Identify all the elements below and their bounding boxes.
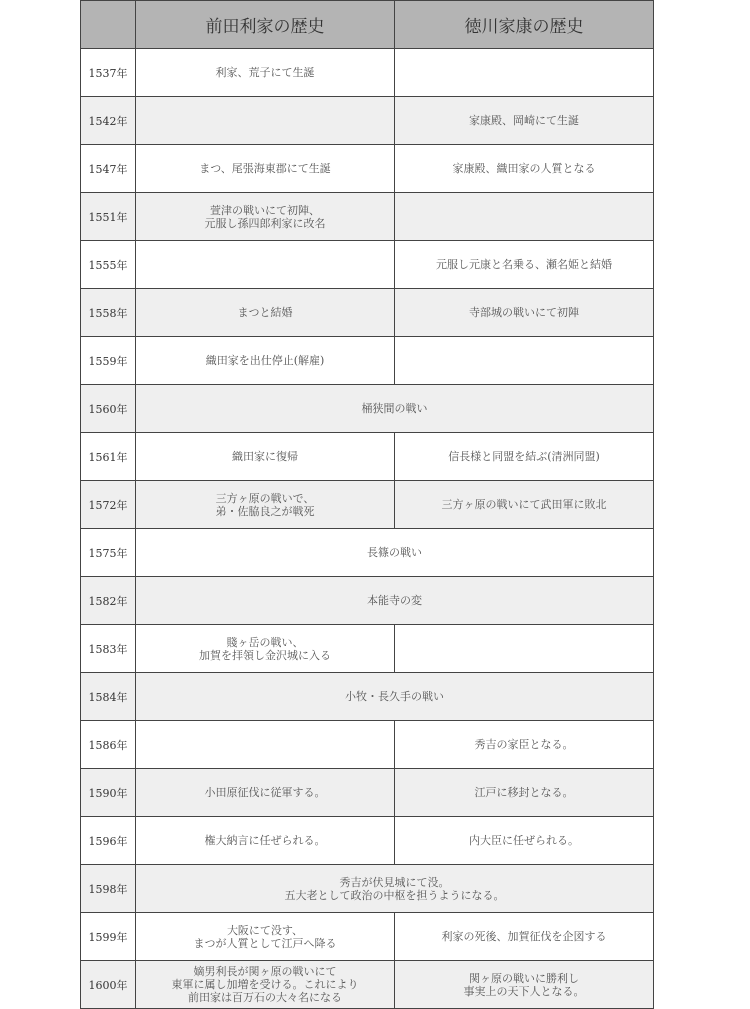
event-text-line: 前田家は百万石の大々名になる [188,991,342,1004]
event-text-line: 元服し元康と名乗る、瀬名姫と結婚 [436,258,612,271]
event-text-line: 本能寺の変 [367,594,422,607]
event-text-line: 加賀を拝領し金沢城に入る [199,648,331,662]
table-row [81,193,654,241]
shared-event-cell [136,529,654,577]
history-timeline-table [80,0,654,1009]
ieyasu-event-cell [395,481,654,529]
toshiie-event-cell [136,817,395,865]
event-text-line: 利家、荒子にて生誕 [215,66,315,79]
table-row [81,721,654,769]
event-text-line: 三方ヶ原の戦いで、 [215,491,315,505]
year-cell: 1582年 [81,577,136,625]
ieyasu-event-cell [395,289,654,337]
event-text-line: まつ、尾張海東郡にて生誕 [199,162,331,175]
event-text-line: 萱津の戦いにて初陣、 [210,203,320,217]
toshiie-event-cell [136,145,395,193]
table-row [81,865,654,913]
table-row [81,673,654,721]
table-row [81,913,654,961]
event-text-line: 弟・佐脇良之が戦死 [215,504,315,518]
year-cell: 1586年 [81,721,136,769]
event-text-line: 桶狭間の戦い [361,402,428,415]
year-cell: 1572年 [81,481,136,529]
ieyasu-event-cell [395,913,654,961]
shared-event-cell [136,673,654,721]
year-cell: 1599年 [81,913,136,961]
event-text-line: 家康殿、岡崎にて生誕 [469,114,579,127]
event-text-line: 利家の死後、加賀征伐を企図する [441,930,607,943]
shared-event-cell [136,577,654,625]
toshiie-event-cell [136,241,395,289]
event-text-line: 元服し孫四郎利家に改名 [204,216,326,230]
toshiie-event-cell [136,49,395,97]
table-row [81,577,654,625]
event-text-line: 小牧・長久手の戦い [345,690,444,703]
ieyasu-event-cell [395,241,654,289]
table-row [81,337,654,385]
toshiie-event-cell [136,289,395,337]
event-text-line: 東軍に属し加増を受ける。これにより [171,978,359,991]
year-cell: 1590年 [81,769,136,817]
toshiie-event-cell [136,625,395,673]
year-cell: 1584年 [81,673,136,721]
table-row [81,49,654,97]
year-cell: 1583年 [81,625,136,673]
year-cell: 1555年 [81,241,136,289]
year-cell: 1596年 [81,817,136,865]
table-row [81,433,654,481]
shared-event-cell [136,865,654,913]
year-cell: 1561年 [81,433,136,481]
event-text-line: 五大老として政治の中枢を担うようになる。 [284,888,505,902]
event-text-line: 賤ヶ岳の戦い、 [226,635,304,649]
year-cell: 1575年 [81,529,136,577]
event-text-line: 関ヶ原の戦いに勝利し [469,971,579,985]
shared-event-cell [136,385,654,433]
toshiie-event-cell [136,769,395,817]
table-row [81,241,654,289]
ieyasu-event-cell [395,193,654,241]
year-cell: 1560年 [81,385,136,433]
toshiie-event-cell [136,97,395,145]
event-text-line: 大阪にて没す、 [226,923,304,937]
event-text-line: 嫡男利長が関ヶ原の戦いにて [193,965,337,978]
table-row [81,769,654,817]
table-row [81,481,654,529]
event-text-line: 秀吉が伏見城にて没。 [339,875,450,889]
year-cell: 1547年 [81,145,136,193]
event-text-line: 内大臣に任ぜられる。 [469,834,579,847]
ieyasu-event-cell [395,961,654,1009]
event-text-line: 秀吉の家臣となる。 [474,738,574,751]
event-text-line: 江戸に移封となる。 [474,786,574,799]
ieyasu-event-cell [395,49,654,97]
table-row [81,625,654,673]
toshiie-event-cell [136,913,395,961]
year-column-header [81,1,136,49]
toshiie-event-cell [136,337,395,385]
toshiie-event-cell [136,961,395,1009]
ieyasu-event-cell [395,97,654,145]
event-text-line: 寺部城の戦いにて初陣 [469,306,579,319]
ieyasu-event-cell [395,769,654,817]
ieyasu-event-cell [395,721,654,769]
ieyasu-event-cell [395,817,654,865]
toshiie-event-cell [136,481,395,529]
table-row [81,97,654,145]
ieyasu-event-cell [395,433,654,481]
event-text-line: 権大納言に任ぜられる。 [204,834,326,847]
year-cell: 1559年 [81,337,136,385]
header-row [81,1,654,49]
year-cell: 1537年 [81,49,136,97]
year-cell: 1600年 [81,961,136,1009]
table-row [81,817,654,865]
toshiie-event-cell [136,193,395,241]
event-text-line: まつと結婚 [237,306,293,319]
ieyasu-column-header: 徳川家康の歴史 [395,1,654,49]
event-text-line: 長篠の戦い [367,546,422,559]
event-text-line: 家康殿、織田家の人質となる [452,162,596,175]
table-row [81,145,654,193]
year-cell: 1598年 [81,865,136,913]
ieyasu-event-cell [395,145,654,193]
ieyasu-event-cell [395,337,654,385]
event-text-line: 信長様と同盟を結ぶ(清洲同盟) [448,450,600,463]
year-cell: 1551年 [81,193,136,241]
event-text-line: 事実上の天下人となる。 [463,984,585,998]
table-row [81,289,654,337]
toshiie-event-cell [136,433,395,481]
event-text-line: 織田家に復帰 [232,450,298,463]
toshiie-column-header: 前田利家の歴史 [136,1,395,49]
event-text-line: 三方ヶ原の戦いにて武田軍に敗北 [441,498,607,511]
year-cell: 1558年 [81,289,136,337]
event-text-line: 織田家を出仕停止(解雇) [205,354,325,367]
event-text-line: 小田原征伐に従軍する。 [204,786,326,799]
table-row [81,961,654,1009]
year-cell: 1542年 [81,97,136,145]
table-row [81,529,654,577]
ieyasu-event-cell [395,625,654,673]
timeline-body [81,49,654,1009]
toshiie-event-cell [136,721,395,769]
event-text-line: まつが人質として江戸へ降る [193,936,337,950]
table-row [81,385,654,433]
